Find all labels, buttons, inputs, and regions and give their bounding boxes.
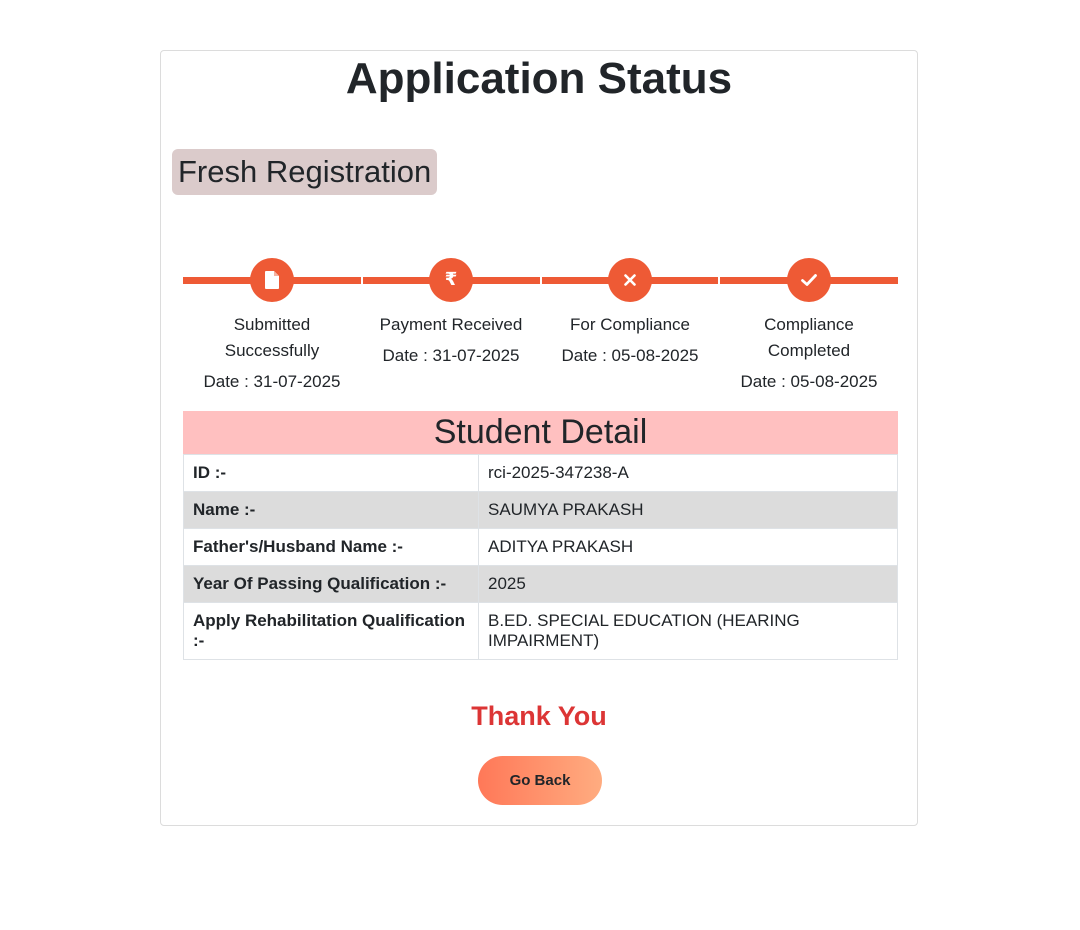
row-label: Year Of Passing Qualification :- bbox=[184, 566, 479, 603]
table-row bbox=[184, 455, 898, 492]
check-icon bbox=[787, 258, 831, 302]
step-payment bbox=[362, 256, 540, 366]
step-label: Payment Received bbox=[379, 315, 523, 334]
page-title: Application Status bbox=[345, 54, 733, 103]
row-label: Name :- bbox=[184, 492, 479, 529]
registration-type-badge: Fresh Registration bbox=[172, 149, 437, 195]
step-date: Date : 31-07-2025 bbox=[203, 372, 341, 391]
step-compliance bbox=[541, 256, 719, 366]
thank-you-text: Thank You bbox=[471, 701, 607, 731]
step-label: Submitted Successfully bbox=[224, 315, 320, 360]
rupee-icon: ₹ bbox=[429, 258, 473, 302]
row-label: Apply Rehabilitation Qualification :- bbox=[184, 603, 479, 660]
student-detail-table bbox=[183, 454, 898, 660]
step-date: Date : 31-07-2025 bbox=[382, 346, 520, 365]
row-label: Father's/Husband Name :- bbox=[184, 529, 479, 566]
table-row bbox=[184, 566, 898, 603]
step-submitted bbox=[183, 256, 361, 392]
step-compliance-completed bbox=[720, 256, 898, 392]
row-value: SAUMYA PRAKASH bbox=[479, 492, 898, 529]
row-value: B.ED. SPECIAL EDUCATION (HEARING IMPAIRMENT) bbox=[479, 603, 898, 660]
row-label: ID :- bbox=[184, 455, 479, 492]
status-card bbox=[160, 50, 918, 826]
row-value: 2025 bbox=[479, 566, 898, 603]
row-value: rci-2025-347238-A bbox=[479, 455, 898, 492]
go-back-button[interactable]: Go Back bbox=[478, 756, 602, 805]
student-detail-title: Student Detail bbox=[183, 411, 898, 454]
step-date: Date : 05-08-2025 bbox=[561, 346, 699, 365]
step-date: Date : 05-08-2025 bbox=[740, 372, 878, 391]
close-icon bbox=[608, 258, 652, 302]
table-row bbox=[184, 529, 898, 566]
table-row bbox=[184, 492, 898, 529]
row-value: ADITYA PRAKASH bbox=[479, 529, 898, 566]
step-label: Compliance Completed bbox=[764, 315, 854, 360]
progress-tracker bbox=[183, 256, 898, 406]
table-row bbox=[184, 603, 898, 660]
step-label: For Compliance bbox=[570, 315, 690, 334]
document-icon bbox=[250, 258, 294, 302]
